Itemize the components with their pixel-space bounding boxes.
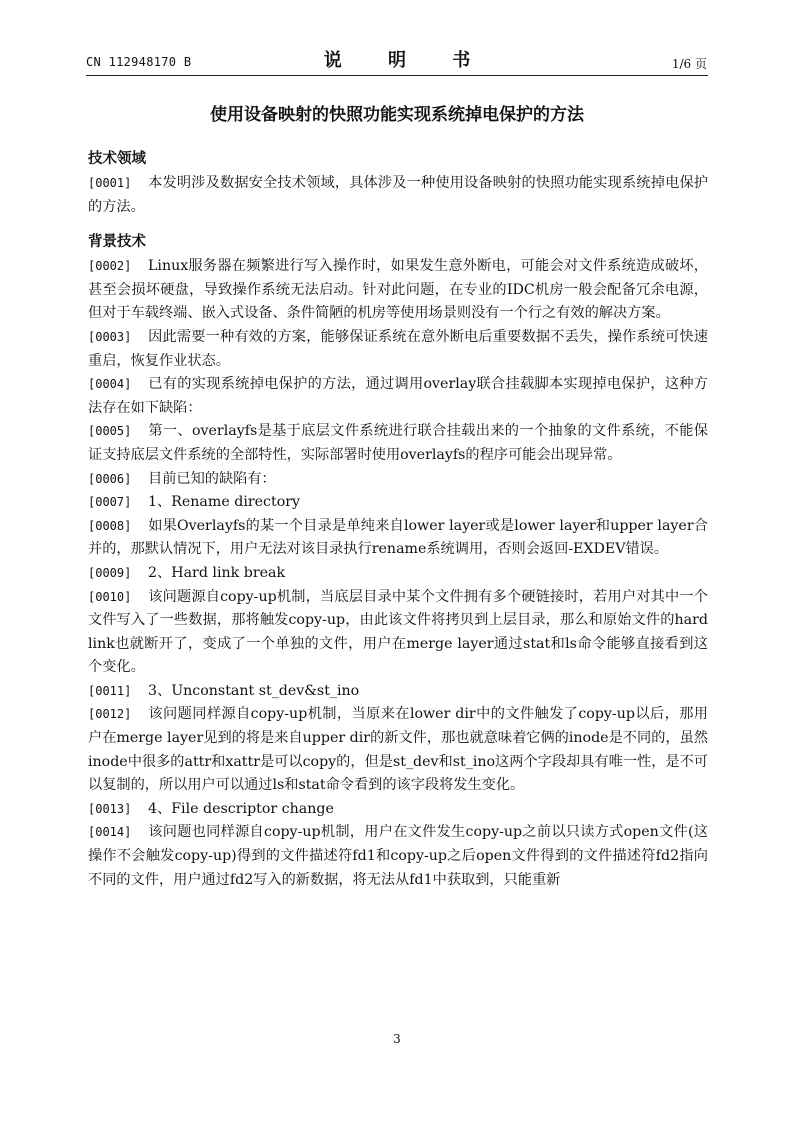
paragraph-number: [0007] — [88, 495, 132, 510]
paragraph-number: [0001] — [88, 176, 132, 190]
paragraph-number: [0002] — [88, 259, 132, 274]
paragraph-text: 第一、overlayfs是基于底层文件系统进行联合挂载出来的一个抽象的文件系统，不能保证支持底层文件系统的全部特性，实际部署时使用overlayfs的程序可能会出现异常。 — [88, 423, 708, 463]
paragraph-0001 — [88, 172, 708, 219]
paragraph-0012 — [88, 703, 708, 797]
paragraph-number: [0011] — [88, 683, 132, 698]
paragraph-0010 — [88, 586, 708, 680]
paragraph-text: 1、Rename directory — [148, 494, 301, 511]
paragraph-number: [0009] — [88, 565, 132, 580]
paragraph-text: 目前已知的缺陷有： — [148, 470, 276, 487]
paragraph-text: 该问题同样源自copy-up机制，当原来在lower dir中的文件触发了copy-up以后，那用户在merge layer见到的将是来自upper dir的新文件，那也就意味着它俩的inode是不同的，虽然inode中很多的attr和xattr是可以copy的，但是st_dev和st_ino这两个字段却具有唯一性，是不可以复制的，所以用户可以通过ls和stat命令看到的该字段将发生变化。 — [88, 706, 708, 794]
paragraph-0004 — [88, 373, 708, 420]
page-of-indicator: 1/6 页 — [671, 57, 707, 71]
paragraph-0007 — [88, 491, 708, 515]
paragraph-0009 — [88, 562, 708, 586]
document-body — [88, 148, 708, 892]
paragraph-text: 如果Overlayfs的某一个目录是单纯来自lower layer或是lower layer和upper layer合并的，那默认情况下，用户无法对该目录执行rename系统调用，否则会返回-EXDEV错误。 — [88, 517, 708, 558]
section-heading-tech-field: 技术领域 — [88, 151, 146, 167]
paragraph-text: 该问题源自copy-up机制，当底层目录中某个文件拥有多个硬链接时，若用户对其中一个文件写入了一些数据，那将触发copy-up，由此该文件将拷贝到上层目录，那么和原始文件的hard link也就断开了，变成了一个单独的文件，用户在merge layer通过stat和ls命令能够直接看到这个变化。 — [88, 588, 708, 676]
paragraph-0014 — [88, 821, 708, 892]
paragraph-number: [0004] — [88, 377, 132, 392]
paragraph-text: Linux服务器在频繁进行写入操作时，如果发生意外断电，可能会对文件系统造成破坏，甚至会损坏硬盘，导致操作系统无法启动。针对此问题，在专业的IDC机房一般会配备冗余电源，但对于车载终端、嵌入式设备、条件简陋的机房等使用场景则没有一个行之有效的解决方案。 — [88, 258, 708, 322]
paragraph-number: [0006] — [88, 471, 132, 486]
paragraph-number: [0005] — [88, 424, 132, 439]
paragraph-number: [0008] — [88, 518, 132, 533]
page-number: 3 — [393, 1032, 401, 1046]
paragraph-0005 — [88, 420, 708, 467]
paragraph-0006 — [88, 468, 708, 492]
paragraph-number: [0003] — [88, 329, 132, 344]
paragraph-0011 — [88, 680, 708, 704]
paragraph-number: [0010] — [88, 589, 132, 604]
document-title: 使用设备映射的快照功能实现系统掉电保护的方法 — [210, 105, 584, 125]
header-divider — [86, 75, 708, 76]
paragraph-number: [0013] — [88, 801, 132, 816]
section-heading-background: 背景技术 — [88, 234, 146, 251]
paragraph-number: [0012] — [88, 707, 132, 722]
paragraph-text: 本发明涉及数据安全技术领域，具体涉及一种使用设备映射的快照功能实现系统掉电保护的方法。 — [88, 175, 708, 215]
paragraph-0013 — [88, 798, 708, 822]
document-type-heading: 说 明 书 — [323, 50, 491, 71]
patent-number: CN 112948170 B — [86, 55, 192, 69]
paragraph-text: 因此需要一种有效的方案，能够保证系统在意外断电后重要数据不丢失，操作系统可快速重启，恢复作业状态。 — [88, 328, 708, 369]
paragraph-number: [0014] — [88, 825, 132, 840]
paragraph-0002 — [88, 255, 708, 326]
paragraph-0008 — [88, 515, 708, 562]
paragraph-text: 4、File descriptor change — [148, 800, 334, 817]
paragraph-text: 3、Unconstant st_dev&st_ino — [148, 682, 360, 699]
paragraph-text: 已有的实现系统掉电保护的方法，通过调用overlay联合挂载脚本实现掉电保护，这种方法存在如下缺陷： — [88, 376, 708, 416]
paragraph-text: 该问题也同样源自copy-up机制，用户在文件发生copy-up之前以只读方式open文件(这操作不会触发copy-up)得到的文件描述符fd1和copy-up之后open文件得到的文件描述符fd2指向不同的文件，用户通过fd2写入的新数据，将无法从fd1中获取到，只能重新 — [88, 824, 708, 888]
paragraph-text: 2、Hard link break — [148, 564, 286, 581]
paragraph-0003 — [88, 326, 708, 373]
